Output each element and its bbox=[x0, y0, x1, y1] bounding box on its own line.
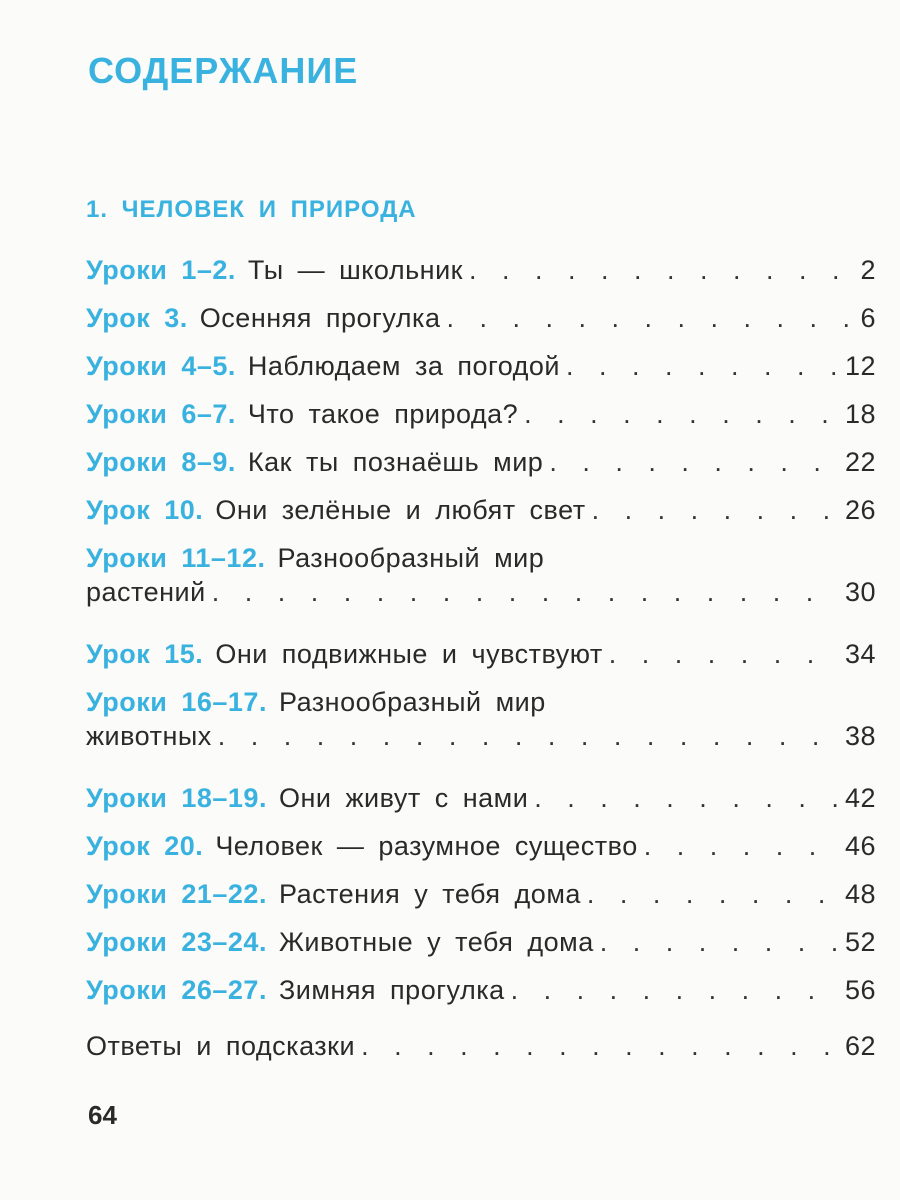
page-ref: 62 bbox=[844, 1031, 876, 1061]
toc-entry[interactable] bbox=[86, 918, 876, 966]
page-ref: 56 bbox=[844, 975, 876, 1005]
lesson-label: Урок 10. bbox=[86, 495, 204, 525]
page-ref: 52 bbox=[844, 927, 876, 957]
leader-dots bbox=[212, 568, 839, 616]
toc-entry[interactable] bbox=[86, 294, 876, 342]
toc-entry[interactable] bbox=[86, 534, 876, 616]
page-ref: 38 bbox=[844, 721, 876, 751]
lesson-title: Растения у тебя дома bbox=[278, 879, 581, 909]
leader-dots bbox=[218, 712, 839, 760]
page-ref: 48 bbox=[844, 879, 876, 909]
toc-entry[interactable] bbox=[86, 486, 876, 534]
lesson-title: Ты — школьник bbox=[247, 255, 463, 285]
lesson-label: Уроки 18–19. bbox=[86, 783, 267, 813]
leader-dots bbox=[361, 1022, 839, 1070]
page-ref: 26 bbox=[844, 495, 876, 525]
leader-dots bbox=[644, 822, 839, 870]
lesson-title-continued: животных bbox=[86, 721, 212, 751]
leader-dots bbox=[524, 390, 839, 438]
leader-dots bbox=[566, 342, 839, 390]
toc-entry[interactable] bbox=[86, 966, 876, 1014]
leader-dots bbox=[609, 630, 839, 678]
leader-dots bbox=[549, 438, 839, 486]
lesson-title: Человек — разумное существо bbox=[215, 831, 638, 861]
page-ref: 18 bbox=[844, 399, 876, 429]
toc-entry[interactable] bbox=[86, 870, 876, 918]
lesson-label: Уроки 11–12. bbox=[86, 543, 266, 573]
lesson-title: Зимняя прогулка bbox=[278, 975, 505, 1005]
page-ref: 34 bbox=[844, 639, 876, 669]
lesson-title: Животные у тебя дома bbox=[278, 927, 594, 957]
lesson-title: Они живут с нами bbox=[278, 783, 529, 813]
leader-dots bbox=[511, 966, 839, 1014]
leader-dots bbox=[600, 918, 839, 966]
toc-entry[interactable] bbox=[86, 390, 876, 438]
lesson-title: Разнообразный мир bbox=[278, 687, 546, 717]
lesson-label: Урок 3. bbox=[86, 303, 188, 333]
section-heading: 1. ЧЕЛОВЕК И ПРИРОДА bbox=[86, 196, 417, 223]
page-number: 64 bbox=[88, 1100, 117, 1130]
page-ref: 46 bbox=[844, 831, 876, 861]
page-ref: 42 bbox=[844, 783, 876, 813]
lesson-label: Урок 15. bbox=[86, 639, 204, 669]
lesson-label: Уроки 16–17. bbox=[86, 687, 267, 717]
lesson-title: Наблюдаем за погодой bbox=[247, 351, 561, 381]
lesson-label: Уроки 21–22. bbox=[86, 879, 267, 909]
answers-title: Ответы и подсказки bbox=[86, 1031, 356, 1061]
toc-entry[interactable] bbox=[86, 246, 876, 294]
lesson-title-continued: растений bbox=[86, 577, 206, 607]
page-title: СОДЕРЖАНИЕ bbox=[88, 50, 359, 91]
leader-dots bbox=[534, 774, 839, 822]
lesson-title: Как ты познаёшь мир bbox=[247, 447, 544, 477]
toc-entry[interactable] bbox=[86, 630, 876, 678]
toc-entry-answers[interactable] bbox=[86, 1022, 876, 1070]
lesson-label: Уроки 8–9. bbox=[86, 447, 236, 477]
lesson-title: Разнообразный мир bbox=[277, 543, 545, 573]
lesson-title: Они подвижные и чувствуют bbox=[215, 639, 603, 669]
lesson-label: Уроки 4–5. bbox=[86, 351, 236, 381]
leader-dots bbox=[446, 294, 854, 342]
lesson-label: Уроки 1–2. bbox=[86, 255, 236, 285]
lesson-title: Что такое природа? bbox=[247, 399, 519, 429]
toc-entry[interactable] bbox=[86, 774, 876, 822]
lesson-label: Урок 20. bbox=[86, 831, 204, 861]
page-ref: 12 bbox=[844, 351, 876, 381]
page-ref: 6 bbox=[860, 303, 876, 333]
toc-entry[interactable] bbox=[86, 822, 876, 870]
leader-dots bbox=[592, 486, 839, 534]
lesson-title: Они зелёные и любят свет bbox=[215, 495, 586, 525]
leader-dots bbox=[587, 870, 839, 918]
page-ref: 30 bbox=[844, 577, 876, 607]
lesson-label: Уроки 6–7. bbox=[86, 399, 236, 429]
toc-entry[interactable] bbox=[86, 438, 876, 486]
toc-entry[interactable] bbox=[86, 342, 876, 390]
lesson-label: Уроки 26–27. bbox=[86, 975, 267, 1005]
page-ref: 2 bbox=[860, 255, 876, 285]
lesson-label: Уроки 23–24. bbox=[86, 927, 267, 957]
toc-entry[interactable] bbox=[86, 678, 876, 760]
leader-dots bbox=[469, 246, 855, 294]
toc-list bbox=[86, 246, 876, 1014]
lesson-title: Осенняя прогулка bbox=[199, 303, 441, 333]
page-ref: 22 bbox=[844, 447, 876, 477]
